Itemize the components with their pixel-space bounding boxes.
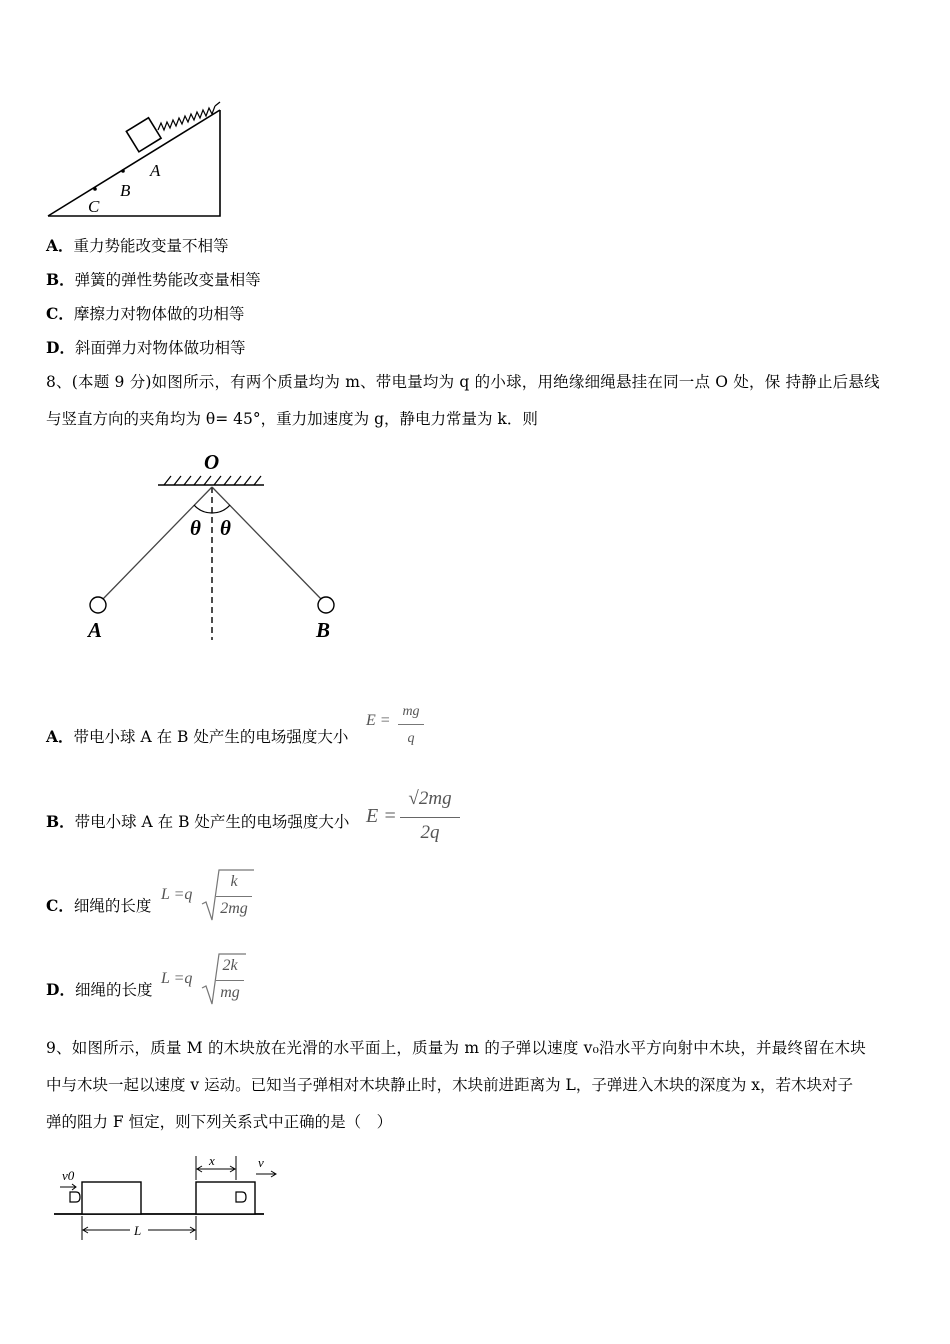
formula-a-den: q xyxy=(407,731,415,746)
formula-c-num: k xyxy=(230,873,238,890)
formula-b-den: 2q xyxy=(420,822,440,843)
label-ball-b: B xyxy=(316,618,331,642)
label-c: C xyxy=(88,197,100,216)
formula-d-den: mg xyxy=(220,984,240,1001)
label-a: A xyxy=(150,161,161,180)
q7-option-d: D．斜面弹力对物体做功相等 xyxy=(46,338,246,357)
theta-left: θ xyxy=(190,516,201,540)
q8-option-d: D．细绳的长度 xyxy=(46,980,153,999)
formula-a-bar xyxy=(398,724,424,725)
label-ball-a: A xyxy=(88,618,103,642)
q8-option-b: B．带电小球 A 在 B 处产生的电场强度大小 xyxy=(46,812,350,831)
label-b: B xyxy=(120,181,131,200)
q8-stem-line1: 8、(本题 9 分)如图所示，有两个质量均为 m、带电量均为 q 的小球，用绝缘细绳悬挂在同一点 O 处，保 持静止后悬线 xyxy=(46,373,880,391)
q7-option-c: C．摩擦力对物体做的功相等 xyxy=(46,304,245,323)
bullet-block-figure xyxy=(52,1150,292,1245)
q9-stem-line1: 9、如图所示，质量 M 的木块放在光滑的水平面上，质量为 m 的子弹以速度 v₀沿水平方向射中木块，并最终留在木块 xyxy=(46,1039,866,1057)
formula-d-bar xyxy=(216,980,244,981)
label-v: v xyxy=(258,1155,264,1170)
formula-c-den: 2mg xyxy=(220,900,248,917)
q7-option-b: B．弹簧的弹性势能改变量相等 xyxy=(46,270,261,289)
formula-b-num: √2mg xyxy=(408,788,452,809)
label-x: x xyxy=(209,1153,215,1168)
formula-a-num: mg xyxy=(402,704,420,719)
label-l: L xyxy=(134,1223,142,1238)
formula-c-lhs: L =q xyxy=(161,886,193,903)
q9-stem-line3: 弹的阻力 F 恒定，则下列关系式中正确的是（ ） xyxy=(46,1113,393,1131)
q7-option-a: A．重力势能改变量不相等 xyxy=(46,236,229,255)
q8-option-a: A．带电小球 A 在 B 处产生的电场强度大小 xyxy=(46,727,349,746)
pendulum-figure xyxy=(80,445,360,645)
formula-b-lhs: E = xyxy=(366,805,397,827)
label-o: O xyxy=(204,450,220,474)
formula-a-lhs: E = xyxy=(366,712,391,729)
formula-d-lhs: L =q xyxy=(161,970,193,987)
formula-d-num: 2k xyxy=(222,957,238,974)
theta-right: θ xyxy=(220,516,231,540)
q8-option-c: C．细绳的长度 xyxy=(46,896,152,915)
q8-stem-line2: 与竖直方向的夹角均为 θ= 45°，重力加速度为 g，静电力常量为 k．则 xyxy=(46,410,538,428)
incline-figure xyxy=(40,92,240,227)
formula-b-bar xyxy=(400,817,460,818)
q9-stem-line2: 中与木块一起以速度 v 运动。已知当子弹相对木块静止时，木块前进距离为 L，子弹进入木块的深度为 x，若木块对子 xyxy=(46,1076,854,1094)
formula-c-bar xyxy=(216,896,252,897)
label-v0: v0 xyxy=(62,1168,75,1183)
